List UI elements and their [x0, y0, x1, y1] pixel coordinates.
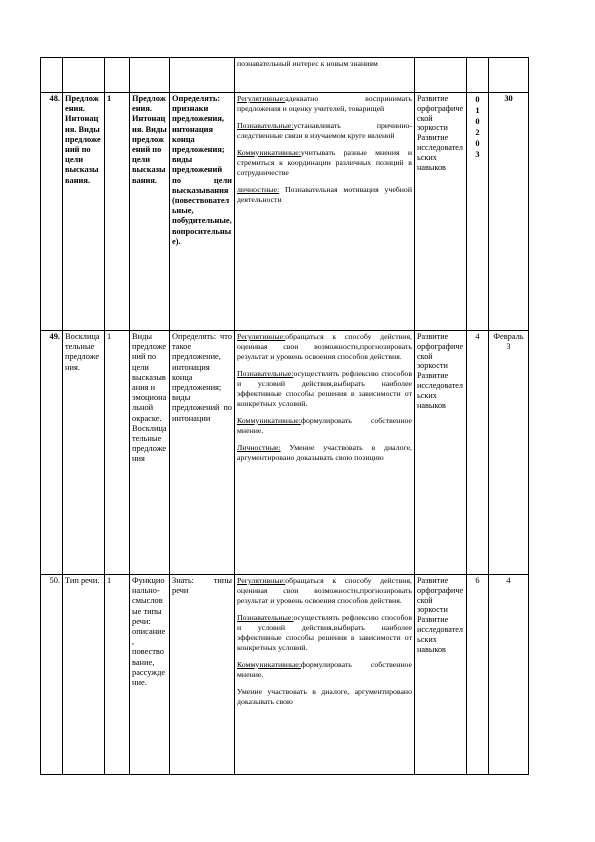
cell-week	[467, 58, 489, 93]
cell-content	[130, 58, 170, 93]
lesson-topic: Предложения. Интонация. Виды предложений по цели высказывания.	[63, 93, 105, 331]
lesson-content: Функционально-смысловые типы речи: описание, повествование, рассуждение.	[130, 575, 170, 775]
uud-cognitive	[237, 121, 412, 141]
lesson-hours: 1	[105, 93, 130, 331]
uud-label: Познавательные:	[237, 121, 294, 130]
lesson-control: Развитие орфографической зоркости Развитие исследовательских навыков	[415, 575, 467, 775]
lesson-topic: Восклицательные предложения.	[63, 331, 105, 575]
table-row-continued	[41, 58, 529, 93]
uud-text: обращаться к способу действия, оценивая свои возможности,прогнозировать результат и уровень освоения способов действия.	[237, 576, 412, 605]
uud-label: Регулятивные:	[237, 332, 286, 341]
uud-communicative	[237, 660, 412, 680]
uud-text: учитывать разные мнения и стремиться к координации различных позиций в сотрудничестве	[237, 148, 412, 177]
lesson-number: 48.	[41, 93, 63, 331]
week-value: 0 1 0 2 0 3	[475, 95, 480, 159]
uud-label: Регулятивные:	[237, 576, 286, 585]
uud-communicative	[237, 148, 412, 178]
uud-text: осуществлять рефлексию способов и условий действия,выбирать наиболее эффективные способы решения в зависимости от конкретных условий.	[237, 369, 412, 408]
uud-label: Личностные:	[237, 443, 281, 452]
lesson-content: Виды предложений по цели высказывания и эмоциональной окраске. Восклицательные предложения	[130, 331, 170, 575]
uud-regulative	[237, 94, 412, 114]
lesson-week	[467, 93, 489, 331]
uud-label: Коммуникативные:	[237, 660, 301, 669]
table-row	[41, 331, 529, 575]
cell-control	[415, 58, 467, 93]
uud-cognitive	[237, 613, 412, 653]
uud-text: адекватно воспринимать предложения и оценку учителей, товарищей	[237, 94, 412, 113]
uud-label: Познавательные:	[237, 613, 294, 622]
lesson-concepts: Определять: признаки предложения, интонация конца предложения; виды предложений по цели высказывания (повествовательные, побудительные, вопросительные).	[170, 93, 235, 331]
lesson-uud	[235, 331, 415, 575]
uud-regulative	[237, 576, 412, 606]
lesson-control: Развитие орфографической зоркости Развитие исследовательских навыков	[415, 331, 467, 575]
uud-text: Умение участвовать в диалоге, аргументировано доказывать свою позицию	[237, 443, 412, 462]
cell-uud	[235, 58, 415, 93]
lesson-topic: Тип речи.	[63, 575, 105, 775]
table-row	[41, 93, 529, 331]
lesson-control: Развитие орфографической зоркости Развитие исследовательских навыков	[415, 93, 467, 331]
uud-text: Познавательная мотивация учебной деятельности	[237, 185, 412, 204]
lesson-date: 4	[489, 575, 529, 775]
cell-date	[489, 58, 529, 93]
uud-text: устанавливать причинно-следственные связи в изучаемом круге явлений	[237, 121, 412, 140]
uud-personal	[237, 443, 412, 463]
table-row	[41, 575, 529, 775]
cell-hours	[105, 58, 130, 93]
lesson-number: 50.	[41, 575, 63, 775]
cell-lesson	[63, 58, 105, 93]
lesson-hours: 1	[105, 575, 130, 775]
lesson-number: 49.	[41, 331, 63, 575]
lesson-week: 6	[467, 575, 489, 775]
uud-personal	[237, 185, 412, 205]
lesson-concepts: Определять: что такое предложение, интонация конца предложения; виды предложений по интонации	[170, 331, 235, 575]
uud-text: обращаться к способу действия, оценивая свои возможности,прогнозировать результат и уровень освоения способов действия.	[237, 332, 412, 361]
uud-text: формулировать собственное мнение.	[237, 660, 412, 679]
lesson-hours: 1	[105, 331, 130, 575]
uud-label: Коммуникативные:	[237, 148, 301, 157]
lesson-week: 4	[467, 331, 489, 575]
uud-cognitive	[237, 369, 412, 409]
lesson-concepts: Знать: типы речи	[170, 575, 235, 775]
cell-concepts	[170, 58, 235, 93]
uud-regulative	[237, 332, 412, 362]
lesson-content: Предложения. Интонация. Виды предложений по цели высказывания.	[130, 93, 170, 331]
lesson-uud	[235, 93, 415, 331]
lesson-uud	[235, 575, 415, 775]
uud-text: Умение участвовать в диалоге, аргументировано доказывать свою	[237, 687, 412, 706]
uud-label: Коммуникативные:	[237, 416, 301, 425]
uud-communicative	[237, 416, 412, 436]
cell-num	[41, 58, 63, 93]
lesson-date: 30	[489, 93, 529, 331]
uud-text: осуществлять рефлексию способов и условий действия,выбирать наиболее эффективные способы решения в зависимости от конкретных условий.	[237, 613, 412, 652]
uud-label: Регулятивные:	[237, 94, 286, 103]
uud-label: личностные:	[237, 185, 280, 194]
uud-text: формулировать собственное мнение.	[237, 416, 412, 435]
lesson-plan-table	[40, 57, 529, 775]
uud-personal	[237, 687, 412, 707]
uud-text: познавательный интерес к новым знаниям	[237, 59, 378, 68]
uud-label: Познавательные:	[237, 369, 294, 378]
lesson-date: Февраль 3	[489, 331, 529, 575]
